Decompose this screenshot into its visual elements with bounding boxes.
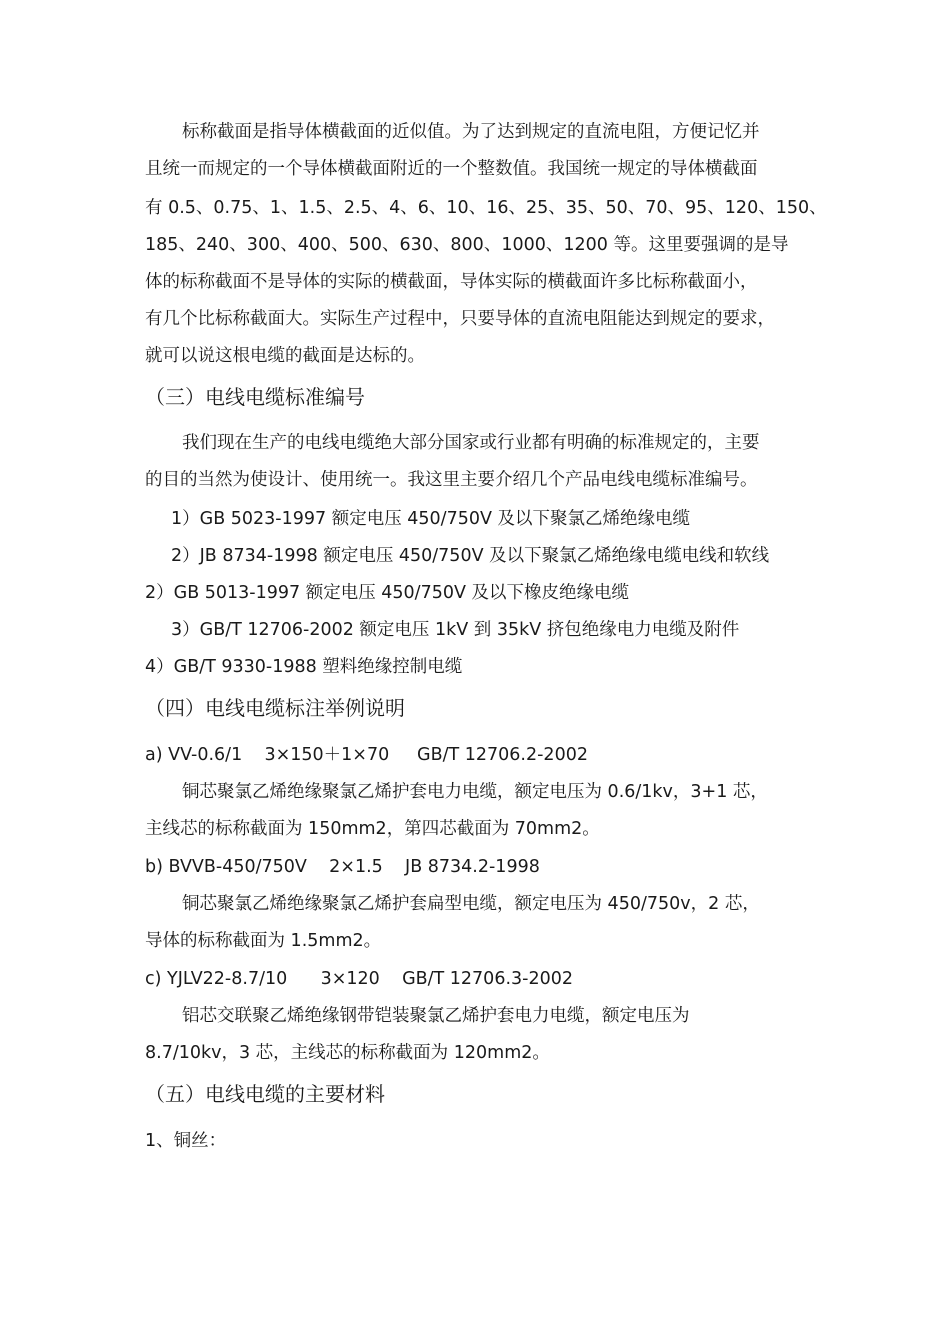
example-code: c) YJLV22-8.7/10 3×120 GB/T 12706.3-2002 <box>145 969 573 989</box>
paragraph-line: 且统一而规定的一个导体横截面附近的一个整数值。我国统一规定的导体横截面 <box>145 159 758 179</box>
paragraph-line: 就可以说这根电缆的截面是达标的。 <box>145 346 425 366</box>
list-item: 3）GB/T 12706-2002 额定电压 1kV 到 35kV 挤包绝缘电力电缆及附件 <box>171 620 740 640</box>
paragraph-line: 8.7/10kv，3 芯，主线芯的标称截面为 120mm2。 <box>145 1043 550 1063</box>
section-heading: （三）电线电缆标准编号 <box>145 385 365 409</box>
section-heading: （四）电线电缆标注举例说明 <box>145 696 405 720</box>
paragraph-line: 有几个比标称截面大。实际生产过程中，只要导体的直流电阻能达到规定的要求， <box>145 309 775 329</box>
paragraph-line: 185、240、300、400、500、630、800、1000、1200 等。这里要强调的是导 <box>145 235 789 255</box>
paragraph-line: 铜芯聚氯乙烯绝缘聚氯乙烯护套扁型电缆，额定电压为 450/750v，2 芯， <box>182 894 760 914</box>
example-code: b) BVVB-450/750V 2×1.5 JB 8734.2-1998 <box>145 857 540 877</box>
paragraph-line: 有 0.5、0.75、1、1.5、2.5、4、6、10、16、25、35、50、70、95、120、150、 <box>145 198 827 218</box>
paragraph-line: 导体的标称截面为 1.5mm2。 <box>145 931 382 951</box>
paragraph-line: 标称截面是指导体横截面的近似值。为了达到规定的直流电阻，方便记忆并 <box>182 122 760 142</box>
list-item: 2）JB 8734-1998 额定电压 450/750V 及以下聚氯乙烯绝缘电缆电线和软线 <box>171 546 770 566</box>
paragraph-line: 体的标称截面不是导体的实际的横截面，导体实际的横截面许多比标称截面小， <box>145 272 758 292</box>
list-item: 4）GB/T 9330-1988 塑料绝缘控制电缆 <box>145 657 463 677</box>
paragraph-line: 的目的当然为使设计、使用统一。我这里主要介绍几个产品电线电缆标准编号。 <box>145 470 758 490</box>
list-item: 1、铜丝： <box>145 1131 227 1151</box>
list-item: 2）GB 5013-1997 额定电压 450/750V 及以下橡皮绝缘电缆 <box>145 583 630 603</box>
example-code: a) VV-0.6/1 3×150＋1×70 GB/T 12706.2-2002 <box>145 745 588 765</box>
paragraph-line: 铝芯交联聚乙烯绝缘钢带铠装聚氯乙烯护套电力电缆，额定电压为 <box>182 1006 690 1026</box>
list-item: 1）GB 5023-1997 额定电压 450/750V 及以下聚氯乙烯绝缘电缆 <box>171 509 691 529</box>
section-heading: （五）电线电缆的主要材料 <box>145 1082 385 1106</box>
paragraph-line: 我们现在生产的电线电缆绝大部分国家或行业都有明确的标准规定的，主要 <box>182 433 760 453</box>
paragraph-line: 铜芯聚氯乙烯绝缘聚氯乙烯护套电力电缆，额定电压为 0.6/1kv，3+1 芯， <box>182 782 768 802</box>
paragraph-line: 主线芯的标称截面为 150mm2，第四芯截面为 70mm2。 <box>145 819 600 839</box>
